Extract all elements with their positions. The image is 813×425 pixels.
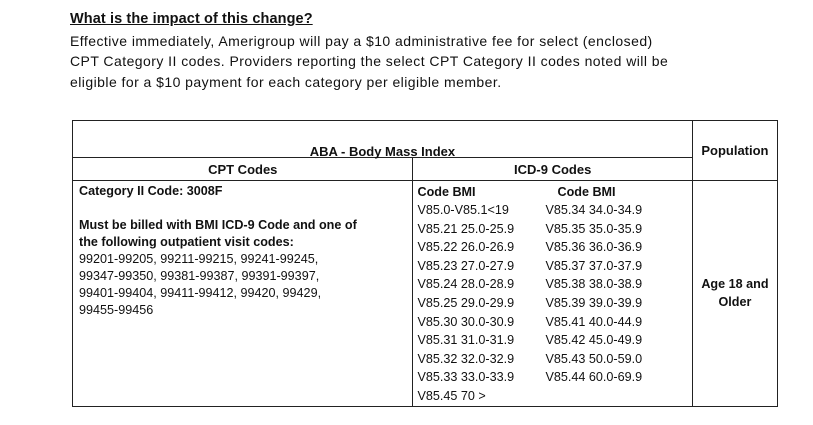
icd9-code-left: V85.22 26.0-26.9 xyxy=(417,240,515,255)
icd9-row xyxy=(417,368,691,387)
icd9-row xyxy=(417,313,691,332)
icd9-code-left: V85.0-V85.1<19 xyxy=(417,203,509,217)
icd9-code-right: V85.35 35.0-35.9 xyxy=(545,221,643,236)
icd9-code-left: V85.24 28.0-28.9 xyxy=(417,277,515,292)
paragraph-line-1: Effective immediately, Amerigroup will pay a $10 administrative fee for select (enclosed) xyxy=(70,33,653,49)
icd9-code-right: V85.44 60.0-69.9 xyxy=(545,370,643,385)
icd9-row xyxy=(417,387,691,406)
paragraph-line-2: CPT Category II codes. Providers reporting the select CPT Category II codes noted will be xyxy=(70,53,669,69)
icd9-row xyxy=(417,331,691,350)
icd9-code-right: V85.41 40.0-44.9 xyxy=(545,314,643,329)
table-title-cell xyxy=(73,121,693,158)
icd9-code-right: V85.43 50.0-59.0 xyxy=(545,351,643,366)
icd9-row xyxy=(417,294,691,313)
billing-requirement-line-1: Must be billed with BMI ICD-9 Code and one of xyxy=(79,218,357,232)
table-title: ABA - Body Mass Index xyxy=(309,144,456,159)
icd9-row xyxy=(417,238,691,257)
icd9-code-left: V85.31 31.0-31.9 xyxy=(417,333,515,348)
icd9-col-header-right: Code BMI xyxy=(557,185,616,199)
visit-codes-line-4: 99455-99456 xyxy=(79,303,154,317)
icd9-code-left: V85.25 29.0-29.9 xyxy=(417,295,515,310)
icd9-code-right: V85.36 36.0-36.9 xyxy=(545,240,643,255)
population-cell xyxy=(692,181,777,407)
icd9-row xyxy=(417,220,691,239)
icd9-row xyxy=(417,275,691,294)
category-ii-code: Category II Code: 3008F xyxy=(79,184,223,198)
visit-codes-line-3: 99401-99404, 99411-99412, 99420, 99429, xyxy=(79,286,322,300)
icd9-code-right: V85.38 38.0-38.9 xyxy=(545,277,643,292)
icd9-code-left: V85.30 30.0-30.9 xyxy=(417,314,515,329)
icd9-code-right: V85.37 37.0-37.9 xyxy=(545,258,643,273)
population-line-2: Older xyxy=(718,295,752,310)
icd9-row xyxy=(417,350,691,369)
population-header: Population xyxy=(692,121,777,181)
paragraph-line-3: eligible for a $10 payment for each category per eligible member. xyxy=(70,74,502,90)
icd9-code-left: V85.32 32.0-32.9 xyxy=(417,351,515,366)
icd9-codes-header: ICD-9 Codes xyxy=(413,158,692,181)
visit-codes-line-1: 99201-99205, 99211-99215, 99241-99245, xyxy=(79,252,319,266)
cpt-codes-header: CPT Codes xyxy=(73,158,413,181)
cpt-codes-cell xyxy=(73,181,413,407)
icd9-codes-cell xyxy=(413,181,692,407)
icd9-code-left: V85.45 70 > xyxy=(417,388,486,403)
icd9-code-left: V85.21 25.0-25.9 xyxy=(417,221,515,236)
icd9-code-left: V85.33 33.0-33.9 xyxy=(417,370,515,385)
icd9-row xyxy=(417,201,691,220)
icd9-code-right: V85.39 39.0-39.9 xyxy=(545,295,643,310)
icd9-col-header-left: Code BMI xyxy=(417,185,476,199)
icd9-code-left: V85.23 27.0-27.9 xyxy=(417,258,515,273)
population-line-1: Age 18 and xyxy=(701,277,769,292)
icd9-row xyxy=(417,257,691,276)
icd9-code-right: V85.34 34.0-34.9 xyxy=(545,203,643,217)
icd9-code-right: V85.42 45.0-49.9 xyxy=(545,333,643,348)
bmi-code-table xyxy=(72,120,778,407)
section-heading: What is the impact of this change? xyxy=(70,11,313,27)
visit-codes-line-2: 99347-99350, 99381-99387, 99391-99397, xyxy=(79,269,320,283)
icd9-column-headers xyxy=(417,183,691,201)
billing-requirement-line-2: the following outpatient visit codes: xyxy=(79,235,294,249)
